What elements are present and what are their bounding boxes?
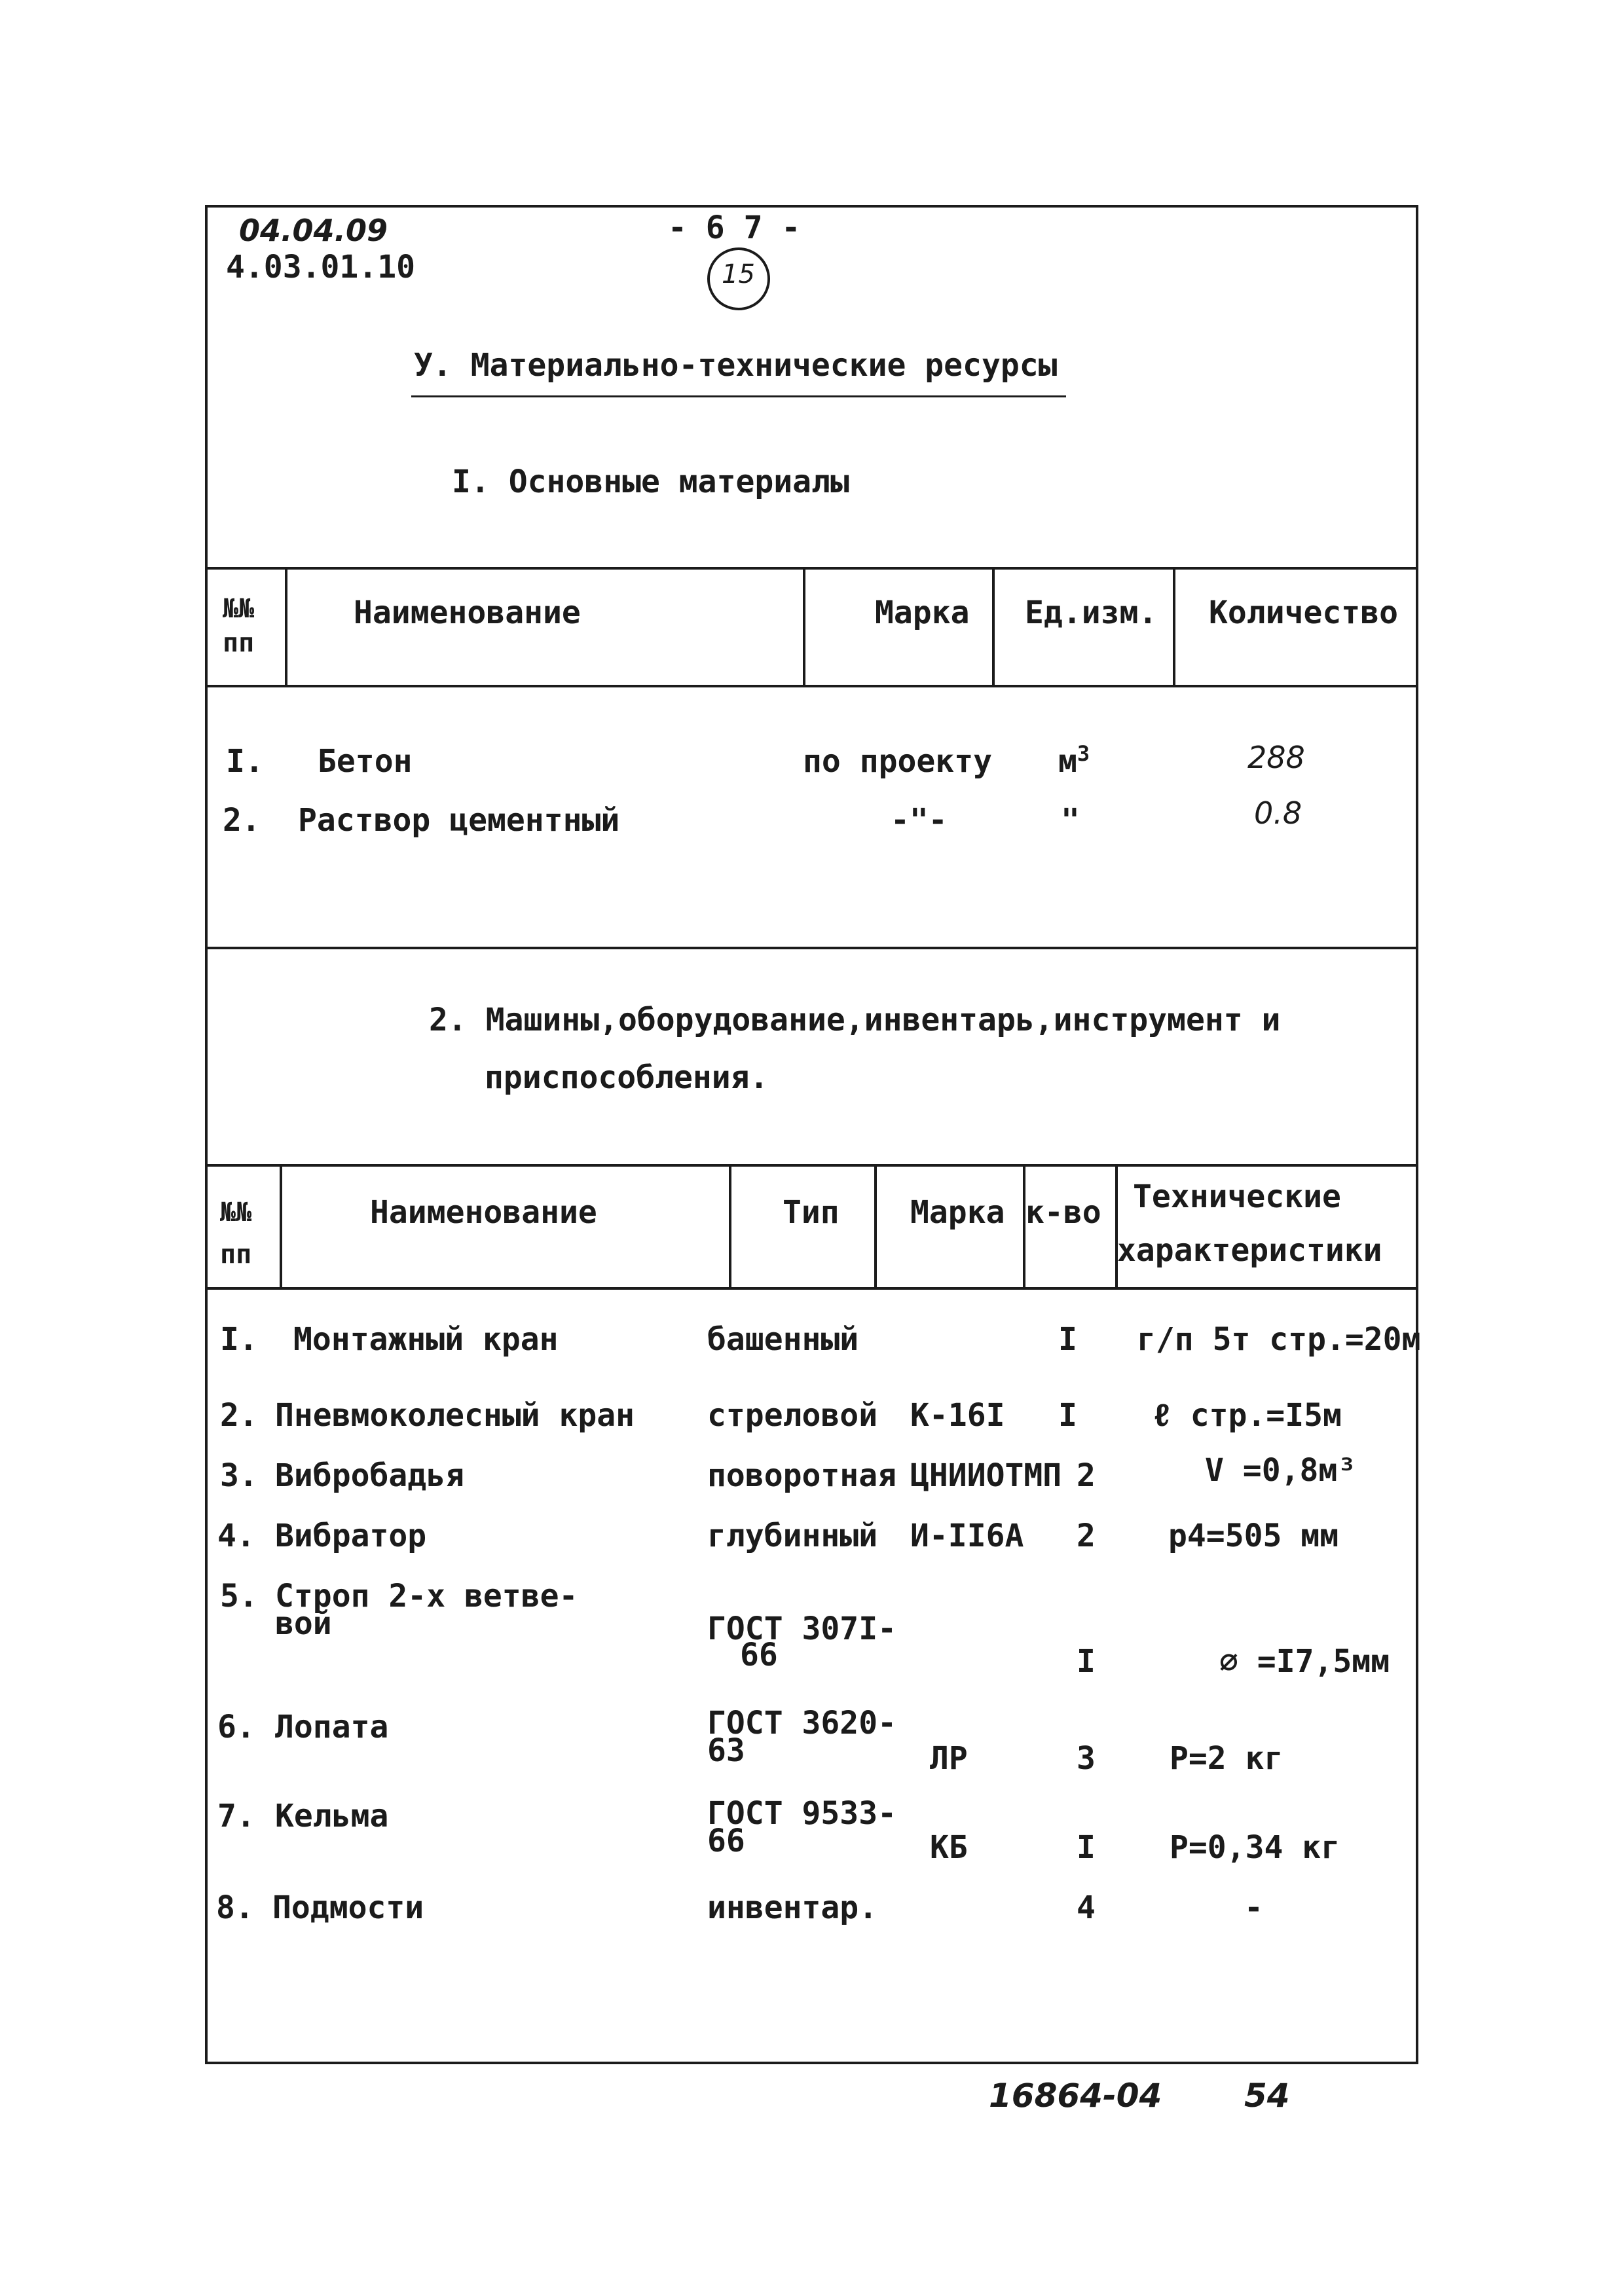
row-tech: V =0,8м³ <box>1205 1452 1357 1489</box>
materials-title: I. Основные материалы <box>452 464 849 500</box>
row-tech: г/п 5т стр.=20м <box>1137 1321 1421 1358</box>
materials-col-divider <box>992 567 995 687</box>
row-mark: ЛР <box>930 1740 968 1777</box>
row-type: ГОСТ 3620- <box>707 1705 896 1741</box>
materials-header-top-rule <box>205 567 1418 570</box>
materials-col-divider <box>285 567 287 687</box>
machines-header-bottom-rule <box>205 1287 1418 1290</box>
footer-stamp: 16864-04 <box>989 2077 1162 2115</box>
row-num: 2. <box>223 802 261 839</box>
row-type: башенный <box>707 1321 859 1358</box>
materials-header-mark: Марка <box>875 594 970 631</box>
row-name: Лопата <box>275 1709 389 1745</box>
machines-header-count: к-во <box>1025 1194 1101 1231</box>
row-num: I. <box>220 1321 258 1358</box>
unit-text: " <box>1061 802 1080 839</box>
row-num: 3. <box>220 1457 258 1494</box>
materials-header-name: Наименование <box>354 594 581 631</box>
materials-col-divider <box>1173 567 1175 687</box>
handwritten-date: 04.04.09 <box>239 213 388 248</box>
machines-header-mark: Марка <box>910 1194 1005 1231</box>
row-qty: 0.8 <box>1254 795 1302 831</box>
document-code: 4.03.01.10 <box>226 249 415 285</box>
page-number: - 6 7 - <box>668 210 801 246</box>
row-num: 8. <box>216 1889 254 1926</box>
row-num: I. <box>226 743 264 780</box>
machines-col-divider <box>280 1164 282 1290</box>
circled-number: 15 <box>722 259 755 289</box>
row-type-cont: 66 <box>707 1823 745 1859</box>
row-type: глубинный <box>707 1518 878 1554</box>
circled-number-badge <box>707 247 770 310</box>
row-count: 4 <box>1077 1889 1096 1926</box>
row-type-cont: 63 <box>707 1732 745 1769</box>
machines-col-divider <box>729 1164 731 1290</box>
row-count: 2 <box>1077 1518 1096 1554</box>
row-count: 3 <box>1077 1740 1096 1777</box>
row-type-cont: 66 <box>740 1637 778 1673</box>
row-mark: ЦНИИОТМП <box>910 1457 1062 1494</box>
row-num: 4. <box>217 1518 255 1554</box>
row-type: стреловой <box>707 1397 878 1434</box>
row-name: Раствор цементный <box>298 802 620 839</box>
row-mark: КБ <box>930 1829 968 1866</box>
machines-title-line2: приспособления. <box>485 1059 769 1096</box>
row-name: Вибробадья <box>275 1457 464 1494</box>
materials-col-divider <box>803 567 805 687</box>
unit-superscript: 3 <box>1077 741 1090 766</box>
row-num: 6. <box>217 1709 255 1745</box>
row-type: инвентар. <box>707 1889 878 1926</box>
row-name: Вибратор <box>275 1518 427 1554</box>
row-unit <box>1058 743 1090 780</box>
row-name: Строп 2-х ветве- <box>275 1578 578 1614</box>
row-qty: 288 <box>1247 740 1305 775</box>
materials-header-bottom-rule <box>205 685 1418 687</box>
unit-text: м <box>1058 743 1077 780</box>
row-count: I <box>1058 1321 1077 1358</box>
machines-col-divider <box>1115 1164 1118 1290</box>
machines-header-tech-line1: Технические <box>1133 1178 1341 1215</box>
machines-col-divider <box>874 1164 877 1290</box>
row-mark: -"- <box>891 802 948 839</box>
machines-header-type: Тип <box>783 1194 840 1231</box>
machines-header-name: Наименование <box>370 1194 597 1231</box>
row-name: Кельма <box>275 1798 389 1834</box>
row-mark: И-II6А <box>910 1518 1024 1554</box>
machines-title-line1: 2. Машины,оборудование,инвентарь,инструмент и <box>429 1002 1281 1038</box>
machines-header-tech-line2: характеристики <box>1117 1232 1382 1269</box>
row-count: I <box>1077 1643 1096 1680</box>
row-tech: Р=2 кг <box>1170 1740 1283 1777</box>
row-count: I <box>1058 1397 1077 1434</box>
row-count: I <box>1077 1829 1096 1866</box>
row-num: 2. <box>220 1397 258 1434</box>
row-name: Пневмоколесный кран <box>275 1397 635 1434</box>
row-unit <box>1061 802 1080 839</box>
row-num: 7. <box>217 1798 255 1834</box>
machines-header-num: №№ пп <box>220 1197 252 1269</box>
row-tech: - <box>1244 1889 1263 1926</box>
section-title: У. Материально-технические ресурсы <box>414 347 1058 384</box>
row-mark: К-16I <box>910 1397 1005 1434</box>
row-tech: ℓ стр.=I5м <box>1153 1397 1342 1434</box>
materials-header-unit: Ед.изм. <box>1025 594 1158 631</box>
row-num: 5. <box>220 1578 258 1614</box>
row-tech: Р=0,34 кг <box>1170 1829 1340 1866</box>
row-type: ГОСТ 307I- <box>707 1611 896 1647</box>
materials-header-qty: Количество <box>1209 594 1398 631</box>
row-mark: по проекту <box>803 743 992 780</box>
materials-header-num: №№ пп <box>223 594 255 658</box>
row-name: Бетон <box>318 743 413 780</box>
row-name: Монтажный кран <box>293 1321 559 1358</box>
row-type: поворотная <box>707 1457 896 1494</box>
footer-sheet-number: 54 <box>1244 2077 1290 2115</box>
row-name-cont: вой <box>275 1605 332 1642</box>
row-tech: р4=505 мм <box>1168 1518 1339 1554</box>
row-name: Подмости <box>272 1889 424 1926</box>
row-type: ГОСТ 9533- <box>707 1795 896 1832</box>
row-count: 2 <box>1077 1457 1096 1494</box>
section-divider <box>205 947 1418 949</box>
section-title-underline <box>411 395 1066 397</box>
machines-header-top-rule <box>205 1164 1418 1167</box>
row-tech: ∅ =I7,5мм <box>1219 1643 1390 1680</box>
